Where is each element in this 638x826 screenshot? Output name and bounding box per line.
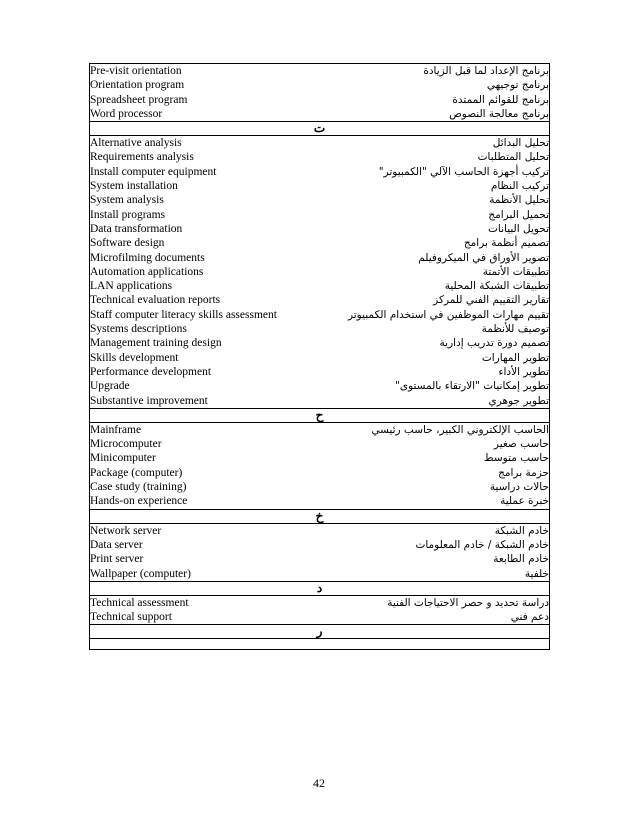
arabic-term: حاسب متوسط xyxy=(483,452,549,465)
glossary-entry xyxy=(90,64,549,78)
section-header-row xyxy=(90,581,550,595)
glossary-entry xyxy=(90,451,549,465)
glossary-body xyxy=(90,64,550,650)
glossary-entry xyxy=(90,165,549,179)
arabic-term: حالات دراسية xyxy=(489,481,549,494)
arabic-term: تركيب أجهزة الحاسب الآلي "الكمبيوتر" xyxy=(378,165,549,178)
glossary-entry xyxy=(90,279,549,293)
glossary-entry xyxy=(90,494,549,508)
english-term: Technical evaluation reports xyxy=(90,294,221,307)
english-term: Hands-on experience xyxy=(90,495,188,508)
arabic-term: تحليل الأنظمة xyxy=(489,194,549,207)
glossary-entry xyxy=(90,265,549,279)
glossary-entry xyxy=(90,466,549,480)
section-letter: ر xyxy=(90,625,550,639)
english-term: Install programs xyxy=(90,208,166,221)
glossary-entry xyxy=(90,78,549,92)
english-term: Microfilming documents xyxy=(90,251,205,264)
english-term: Mainframe xyxy=(90,423,142,436)
arabic-term: تقييم مهارات الموظفين في استخدام الكمبيوتر xyxy=(347,308,549,321)
section-letter: ح xyxy=(90,408,550,422)
section-entries xyxy=(90,523,550,581)
english-term: Word processor xyxy=(90,107,163,120)
glossary-entry xyxy=(90,480,549,494)
glossary-entry xyxy=(90,222,549,236)
english-term: Requirements analysis xyxy=(90,151,194,164)
arabic-term: خادم الشبكة / خادم المعلومات xyxy=(415,538,549,551)
english-term: Install computer equipment xyxy=(90,165,217,178)
english-term: Package (computer) xyxy=(90,466,183,479)
glossary-entry xyxy=(90,93,549,107)
section-content-row xyxy=(90,595,550,625)
section-entries xyxy=(90,422,550,509)
english-term: Management training design xyxy=(90,337,222,350)
section-entries xyxy=(90,639,550,650)
arabic-term: تصميم دورة تدريب إدارية xyxy=(439,337,549,350)
glossary-entry xyxy=(90,336,549,350)
arabic-term: تحويل البيانات xyxy=(488,222,549,235)
arabic-term: برنامج الإعداد لما قبل الزيادة xyxy=(423,65,549,77)
english-term: Technical assessment xyxy=(90,596,189,609)
english-term: Alternative analysis xyxy=(90,137,182,150)
section-header-row xyxy=(90,625,550,639)
arabic-term: تحليل المتطلبات xyxy=(477,151,549,164)
arabic-term: توصيف للأنظمة xyxy=(481,323,549,336)
english-term: Pre-visit orientation xyxy=(90,65,182,77)
section-content-row xyxy=(90,64,550,122)
arabic-term: برنامج للقوائم الممتدة xyxy=(452,93,549,106)
glossary-entry xyxy=(90,538,549,552)
glossary-table xyxy=(89,63,550,650)
section-header-row xyxy=(90,122,550,136)
glossary-entry xyxy=(90,150,549,164)
glossary-entry xyxy=(90,251,549,265)
glossary-entry xyxy=(90,308,549,322)
arabic-term: برنامج توجيهي xyxy=(486,79,549,92)
english-term: Upgrade xyxy=(90,380,130,393)
glossary-entry xyxy=(90,394,549,408)
glossary-entry xyxy=(90,437,549,451)
english-term: Spreadsheet program xyxy=(90,93,188,106)
arabic-term: خادم الطابعة xyxy=(493,553,549,566)
arabic-term: تحليل البدائل xyxy=(492,137,549,150)
section-entries xyxy=(90,595,550,625)
section-content-row xyxy=(90,136,550,409)
english-term: Network server xyxy=(90,524,162,537)
section-letter: ت xyxy=(90,122,550,136)
arabic-term: تطوير إمكانيات "الارتقاء بالمستوى" xyxy=(395,380,549,393)
glossary-entry xyxy=(90,379,549,393)
glossary-entry xyxy=(90,567,549,581)
arabic-term: تحميل البرامج xyxy=(488,208,549,221)
english-term: Systems descriptions xyxy=(90,323,187,336)
english-term: Software design xyxy=(90,237,165,250)
english-term: Performance development xyxy=(90,365,212,378)
arabic-term: تطوير جوهري xyxy=(488,394,549,407)
glossary-entry xyxy=(90,596,549,610)
english-term: System installation xyxy=(90,180,178,193)
arabic-term: خادم الشبكة xyxy=(494,524,549,537)
english-term: Data transformation xyxy=(90,222,183,235)
english-term: Print server xyxy=(90,553,144,566)
arabic-term: دراسة تحديد و حصر الاحتياجات الفنية xyxy=(387,596,549,609)
arabic-term: حزمة برامج xyxy=(498,466,549,479)
arabic-term: الحاسب الإلكتروني الكبير، حاسب رئيسي xyxy=(371,423,549,436)
page-number: 42 xyxy=(313,776,325,790)
english-term: Staff computer literacy skills assessment xyxy=(90,308,277,321)
glossary-entry xyxy=(90,193,549,207)
section-header-row xyxy=(90,408,550,422)
glossary-entry xyxy=(90,136,549,150)
glossary-entry xyxy=(90,293,549,307)
section-entries xyxy=(90,136,550,409)
arabic-term: تقارير التقييم الفني للمركز xyxy=(433,294,549,307)
arabic-term: تصميم أنظمة برامج xyxy=(463,237,549,250)
section-letter: خ xyxy=(90,509,550,523)
glossary-entry xyxy=(90,365,549,379)
arabic-term: برنامج معالجة النصوص xyxy=(449,107,549,120)
section-content-row xyxy=(90,523,550,581)
english-term: LAN applications xyxy=(90,280,173,293)
glossary-entry xyxy=(90,236,549,250)
english-term: Automation applications xyxy=(90,265,204,278)
english-term: System analysis xyxy=(90,194,164,207)
glossary-entry xyxy=(90,351,549,365)
section-content-row xyxy=(90,422,550,509)
section-content-row xyxy=(90,639,550,650)
english-term: Wallpaper (computer) xyxy=(90,567,191,580)
english-term: Microcomputer xyxy=(90,438,162,451)
glossary-entry xyxy=(90,107,549,121)
english-term: Technical support xyxy=(90,611,172,624)
arabic-term: حاسب صغير xyxy=(493,438,549,451)
english-term: Substantive improvement xyxy=(90,394,208,407)
arabic-term: تطوير الأداء xyxy=(498,365,549,378)
english-term: Orientation program xyxy=(90,79,185,92)
section-letter: د xyxy=(90,581,550,595)
glossary-entry xyxy=(90,423,549,437)
arabic-term: دعم فني xyxy=(510,611,549,624)
arabic-term: تطبيقات الشبكة المحلية xyxy=(444,280,549,293)
glossary-entry xyxy=(90,322,549,336)
arabic-term: خلفية xyxy=(524,567,549,580)
arabic-term: تطوير المهارات xyxy=(481,351,549,364)
english-term: Skills development xyxy=(90,351,179,364)
glossary-entry xyxy=(90,552,549,566)
arabic-term: خبرة عملية xyxy=(500,495,549,508)
glossary-entry xyxy=(90,208,549,222)
english-term: Data server xyxy=(90,538,143,551)
section-header-row xyxy=(90,509,550,523)
english-term: Case study (training) xyxy=(90,481,187,494)
section-entries xyxy=(90,64,550,122)
glossary-entry xyxy=(90,179,549,193)
english-term: Minicomputer xyxy=(90,452,156,465)
arabic-term: تركيب النظام xyxy=(490,180,549,193)
arabic-term: تطبيقات الأتمتة xyxy=(482,265,549,278)
glossary-entry xyxy=(90,524,549,538)
arabic-term: تصوير الأوراق في الميكروفيلم xyxy=(418,251,549,264)
glossary-entry xyxy=(90,610,549,624)
